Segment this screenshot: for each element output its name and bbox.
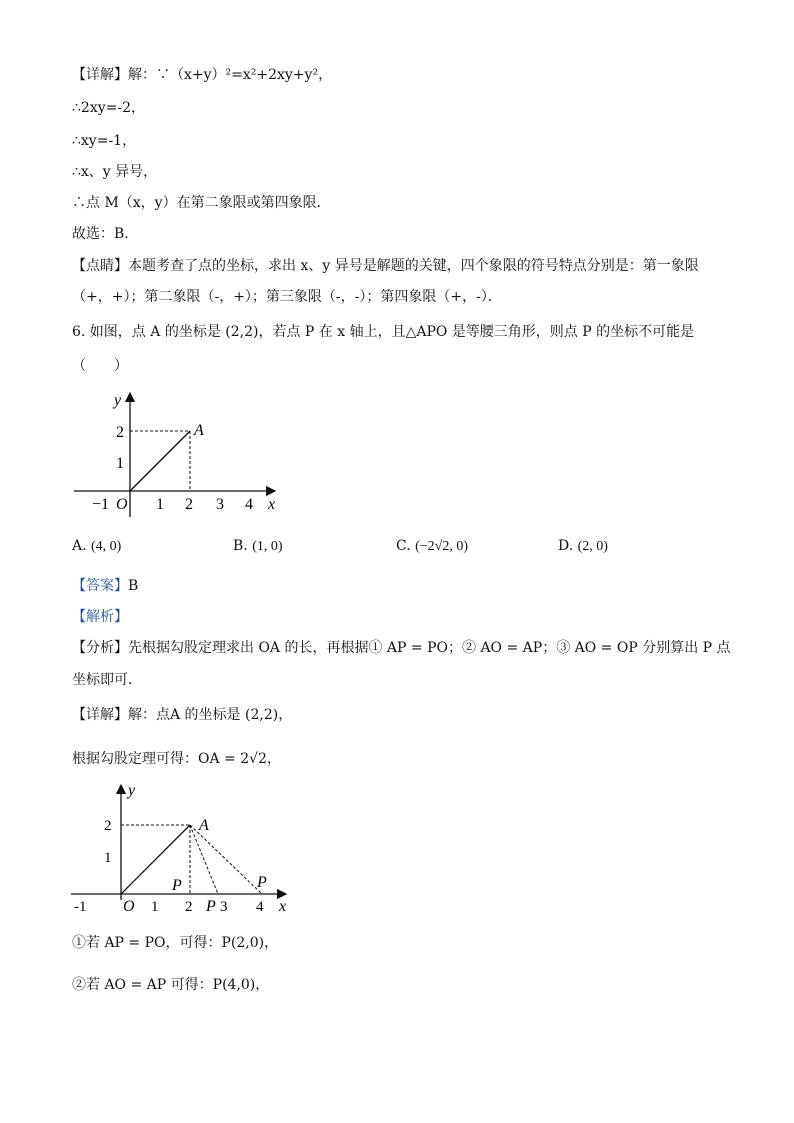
step-line-3: ∴x、y 异号， bbox=[72, 164, 158, 180]
x-tick-label: 3 bbox=[216, 496, 224, 513]
dashed-ap-line-1 bbox=[190, 825, 218, 894]
step-line-4: ∴点 M（x，y）在第二象限或第四象限． bbox=[72, 195, 331, 211]
question-stem: 6. 如图，点 A 的坐标是 (2,2)，若点 P 在 x 轴上，且△APO 是等腰三角形，则点 P 的坐标不可能是 bbox=[72, 324, 695, 340]
analysis-tag: 【解析】 bbox=[72, 609, 128, 625]
comment-line-1: 【点睛】本题考查了点的坐标，求出 x、y 异号是解题的关键，四个象限的符号特点分别是：第一象限 bbox=[72, 258, 699, 274]
step-line-1: ∴2xy=-2， bbox=[72, 100, 145, 116]
x-axis-label: x bbox=[268, 496, 276, 513]
option-c bbox=[396, 538, 468, 555]
x-tick-label: 1 bbox=[151, 899, 159, 915]
point-p-label: P bbox=[172, 877, 182, 894]
pythagoras-line: 根据勾股定理可得：OA = 2√2， bbox=[72, 751, 281, 767]
x-tick-label: 3 bbox=[220, 899, 228, 915]
y-tick-label: 2 bbox=[104, 818, 112, 834]
answer-tag: 【答案】 bbox=[72, 578, 128, 594]
y-axis-label: y bbox=[128, 782, 136, 799]
x-tick-label: 4 bbox=[256, 899, 264, 915]
comment-line-2: （+，+）；第二象限（-，+）；第三象限（-，-）；第四象限（+，-）． bbox=[72, 289, 502, 305]
origin-label: O bbox=[116, 496, 128, 513]
option-a bbox=[72, 538, 121, 555]
option-value: (2, 0) bbox=[577, 539, 608, 554]
x-tick-label: 1 bbox=[156, 496, 164, 513]
option-label: A. bbox=[72, 538, 87, 554]
step-line-2: ∴xy=-1， bbox=[72, 133, 137, 149]
coordinate-figure-1 bbox=[70, 385, 290, 520]
segment-oa bbox=[130, 431, 190, 491]
origin-label: O bbox=[123, 898, 135, 915]
x-tick-label: -1 bbox=[74, 899, 87, 915]
question-blank: （ ） bbox=[72, 358, 128, 374]
x-tick-label: 4 bbox=[245, 496, 253, 513]
option-value: (−2√2, 0) bbox=[415, 539, 469, 554]
x-tick-label: −1 bbox=[92, 496, 110, 513]
option-label: B. bbox=[233, 538, 248, 554]
solution-detail: 【详解】解：点A 的坐标是 (2,2)， bbox=[72, 707, 293, 723]
x-tick-label: 2 bbox=[185, 496, 193, 513]
option-value: (4, 0) bbox=[91, 539, 122, 554]
option-label: D. bbox=[558, 538, 574, 554]
option-d bbox=[558, 538, 608, 555]
detail-line: 【详解】解：∵（x+y）²=x²+2xy+y²， bbox=[72, 67, 333, 83]
y-axis-label: y bbox=[114, 392, 122, 409]
analysis-line-2: 坐标即可． bbox=[72, 672, 142, 688]
point-p-label: P bbox=[206, 898, 216, 915]
y-tick-label: 1 bbox=[104, 850, 112, 866]
choice-line: 故选：B． bbox=[72, 226, 139, 242]
point-a-label: A bbox=[199, 817, 209, 834]
y-tick-label: 1 bbox=[116, 455, 124, 472]
answer-line bbox=[72, 576, 138, 596]
option-value: (1, 0) bbox=[252, 539, 283, 554]
x-tick-label: 2 bbox=[185, 899, 193, 915]
point-a-label: A bbox=[194, 422, 204, 439]
dashed-ap-line-2 bbox=[190, 825, 262, 894]
coordinate-figure-2 bbox=[68, 780, 298, 920]
case-line-1: ①若 AP = PO，可得：P(2,0)， bbox=[72, 935, 279, 951]
point-p-label: P bbox=[257, 874, 267, 891]
option-label: C. bbox=[396, 538, 411, 554]
option-b bbox=[233, 538, 283, 555]
analysis-line-1: 【分析】先根据勾股定理求出 OA 的长，再根据① AP = PO；② AO = AP；③ AO = OP 分别算出 P 点 bbox=[72, 640, 731, 656]
y-tick-label: 2 bbox=[116, 424, 124, 441]
x-axis-label: x bbox=[279, 898, 287, 915]
answer-value: B bbox=[128, 578, 139, 594]
case-line-2: ②若 AO = AP 可得：P(4,0)， bbox=[72, 977, 270, 993]
